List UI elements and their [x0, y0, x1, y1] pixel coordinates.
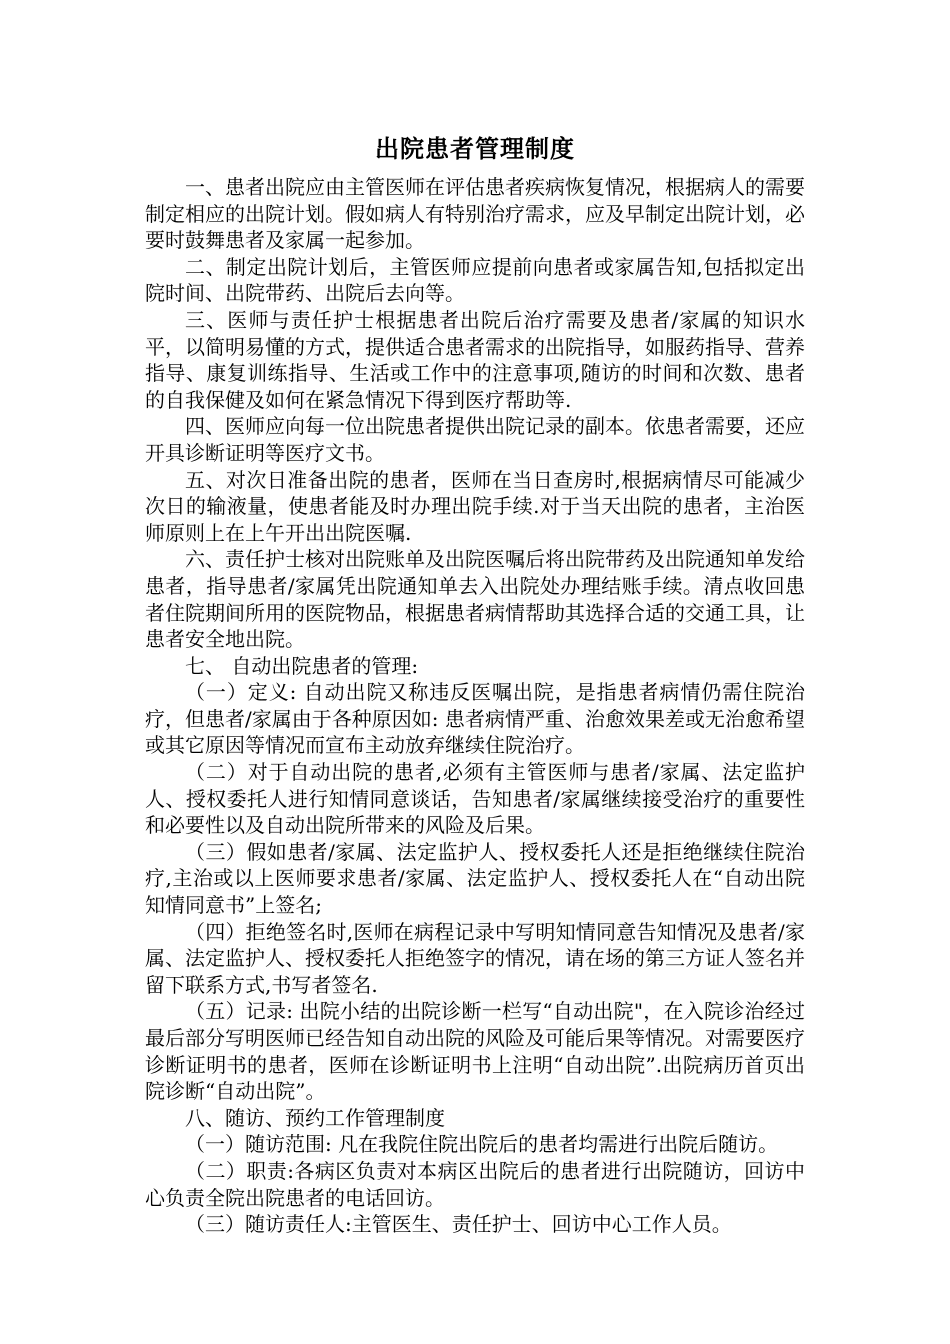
- paragraph-7-1: （一）定义: 自动出院又称违反医嘱出院，是指患者病情仍需住院治疗，但患者/家属由于各种原因如: 患者病情严重、治愈效果差或无治愈希望或其它原因等情况而宣布主动放弃继续住院治疗。: [145, 680, 805, 758]
- paragraph-7-2: （二）对于自动出院的患者,必须有主管医师与患者/家属、法定监护人、授权委托人进行知情同意谈话，告知患者/家属继续接受治疗的重要性和必要性以及自动出院所带来的风险及后果。: [145, 760, 805, 838]
- paragraph-2: 二、制定出院计划后，主管医师应提前向患者或家属告知,包括拟定出院时间、出院带药、出院后去向等。: [145, 254, 805, 306]
- paragraph-6: 六、责任护士核对出院账单及出院医嘱后将出院带药及出院通知单发给患者，指导患者/家属凭出院通知单去入出院处办理结账手续。清点收回患者住院期间所用的医院物品，根据患者病情帮助其选择合适的交通工具，让患者安全地出院。: [145, 547, 805, 652]
- paragraph-8-1: （一）随访范围: 凡在我院住院出院后的患者均需进行出院后随访。: [185, 1132, 779, 1157]
- document-body: [145, 174, 805, 1238]
- paragraph-7-4: （四）拒绝签名时,医师在病程记录中写明知情同意告知情况及患者/家属、法定监护人、授权委托人拒绝签字的情况，请在场的第三方证人签名并留下联系方式,书写者签名.: [145, 919, 805, 997]
- paragraph-8-3: （三）随访责任人:主管医生、责任护士、回访中心工作人员。: [185, 1212, 732, 1237]
- paragraph-7-3: （三）假如患者/家属、法定监护人、授权委托人还是拒绝继续住院治疗,主治或以上医师要求患者/家属、法定监护人、授权委托人在“自动出院知情同意书”上签名;: [145, 839, 805, 918]
- paragraph-7-5: （五）记录: 出院小结的出院诊断一栏写“自动出院"，在入院诊治经过最后部分写明医师已经告知自动出院的风险及可能后果等情况。对需要医疗诊断证明书的患者，医师在诊断证明书上注明“自动出院”.出院病历首页出院诊断“自动出院”。: [145, 999, 805, 1104]
- paragraph-4: 四、医师应向每一位出院患者提供出院记录的副本。依患者需要，还应开具诊断证明等医疗文书。: [145, 414, 805, 465]
- paragraph-8-2: （二）职责:各病区负责对本病区出院后的患者进行出院随访，回访中心负责全院出院患者的电话回访。: [145, 1158, 805, 1210]
- section-heading-8: 八、随访、预约工作管理制度: [185, 1105, 445, 1130]
- paragraph-1: 一、患者出院应由主管医师在评估患者疾病恢复情况，根据病人的需要制定相应的出院计划。假如病人有特别治疗需求，应及早制定出院计划，必要时鼓舞患者及家属一起参加。: [145, 175, 805, 253]
- section-heading-7: 七、 自动出院患者的管理:: [185, 653, 419, 678]
- paragraph-3: 三、医师与责任护士根据患者出院后治疗需要及患者/家属的知识水平，以简明易懂的方式，提供适合患者需求的出院指导，如服药指导、营养指导、康复训练指导、生活或工作中的注意事项,随访的时间和次数、患者的自我保健及如何在紧急情况下得到医疗帮助等.: [145, 307, 805, 412]
- document-title: 出院患者管理制度: [375, 135, 575, 163]
- paragraph-5: 五、对次日准备出院的患者，医师在当日查房时,根据病情尽可能减少次日的输液量，使患者能及时办理出院手续.对于当天出院的患者，主治医师原则上在上午开出出院医嘱.: [145, 467, 805, 545]
